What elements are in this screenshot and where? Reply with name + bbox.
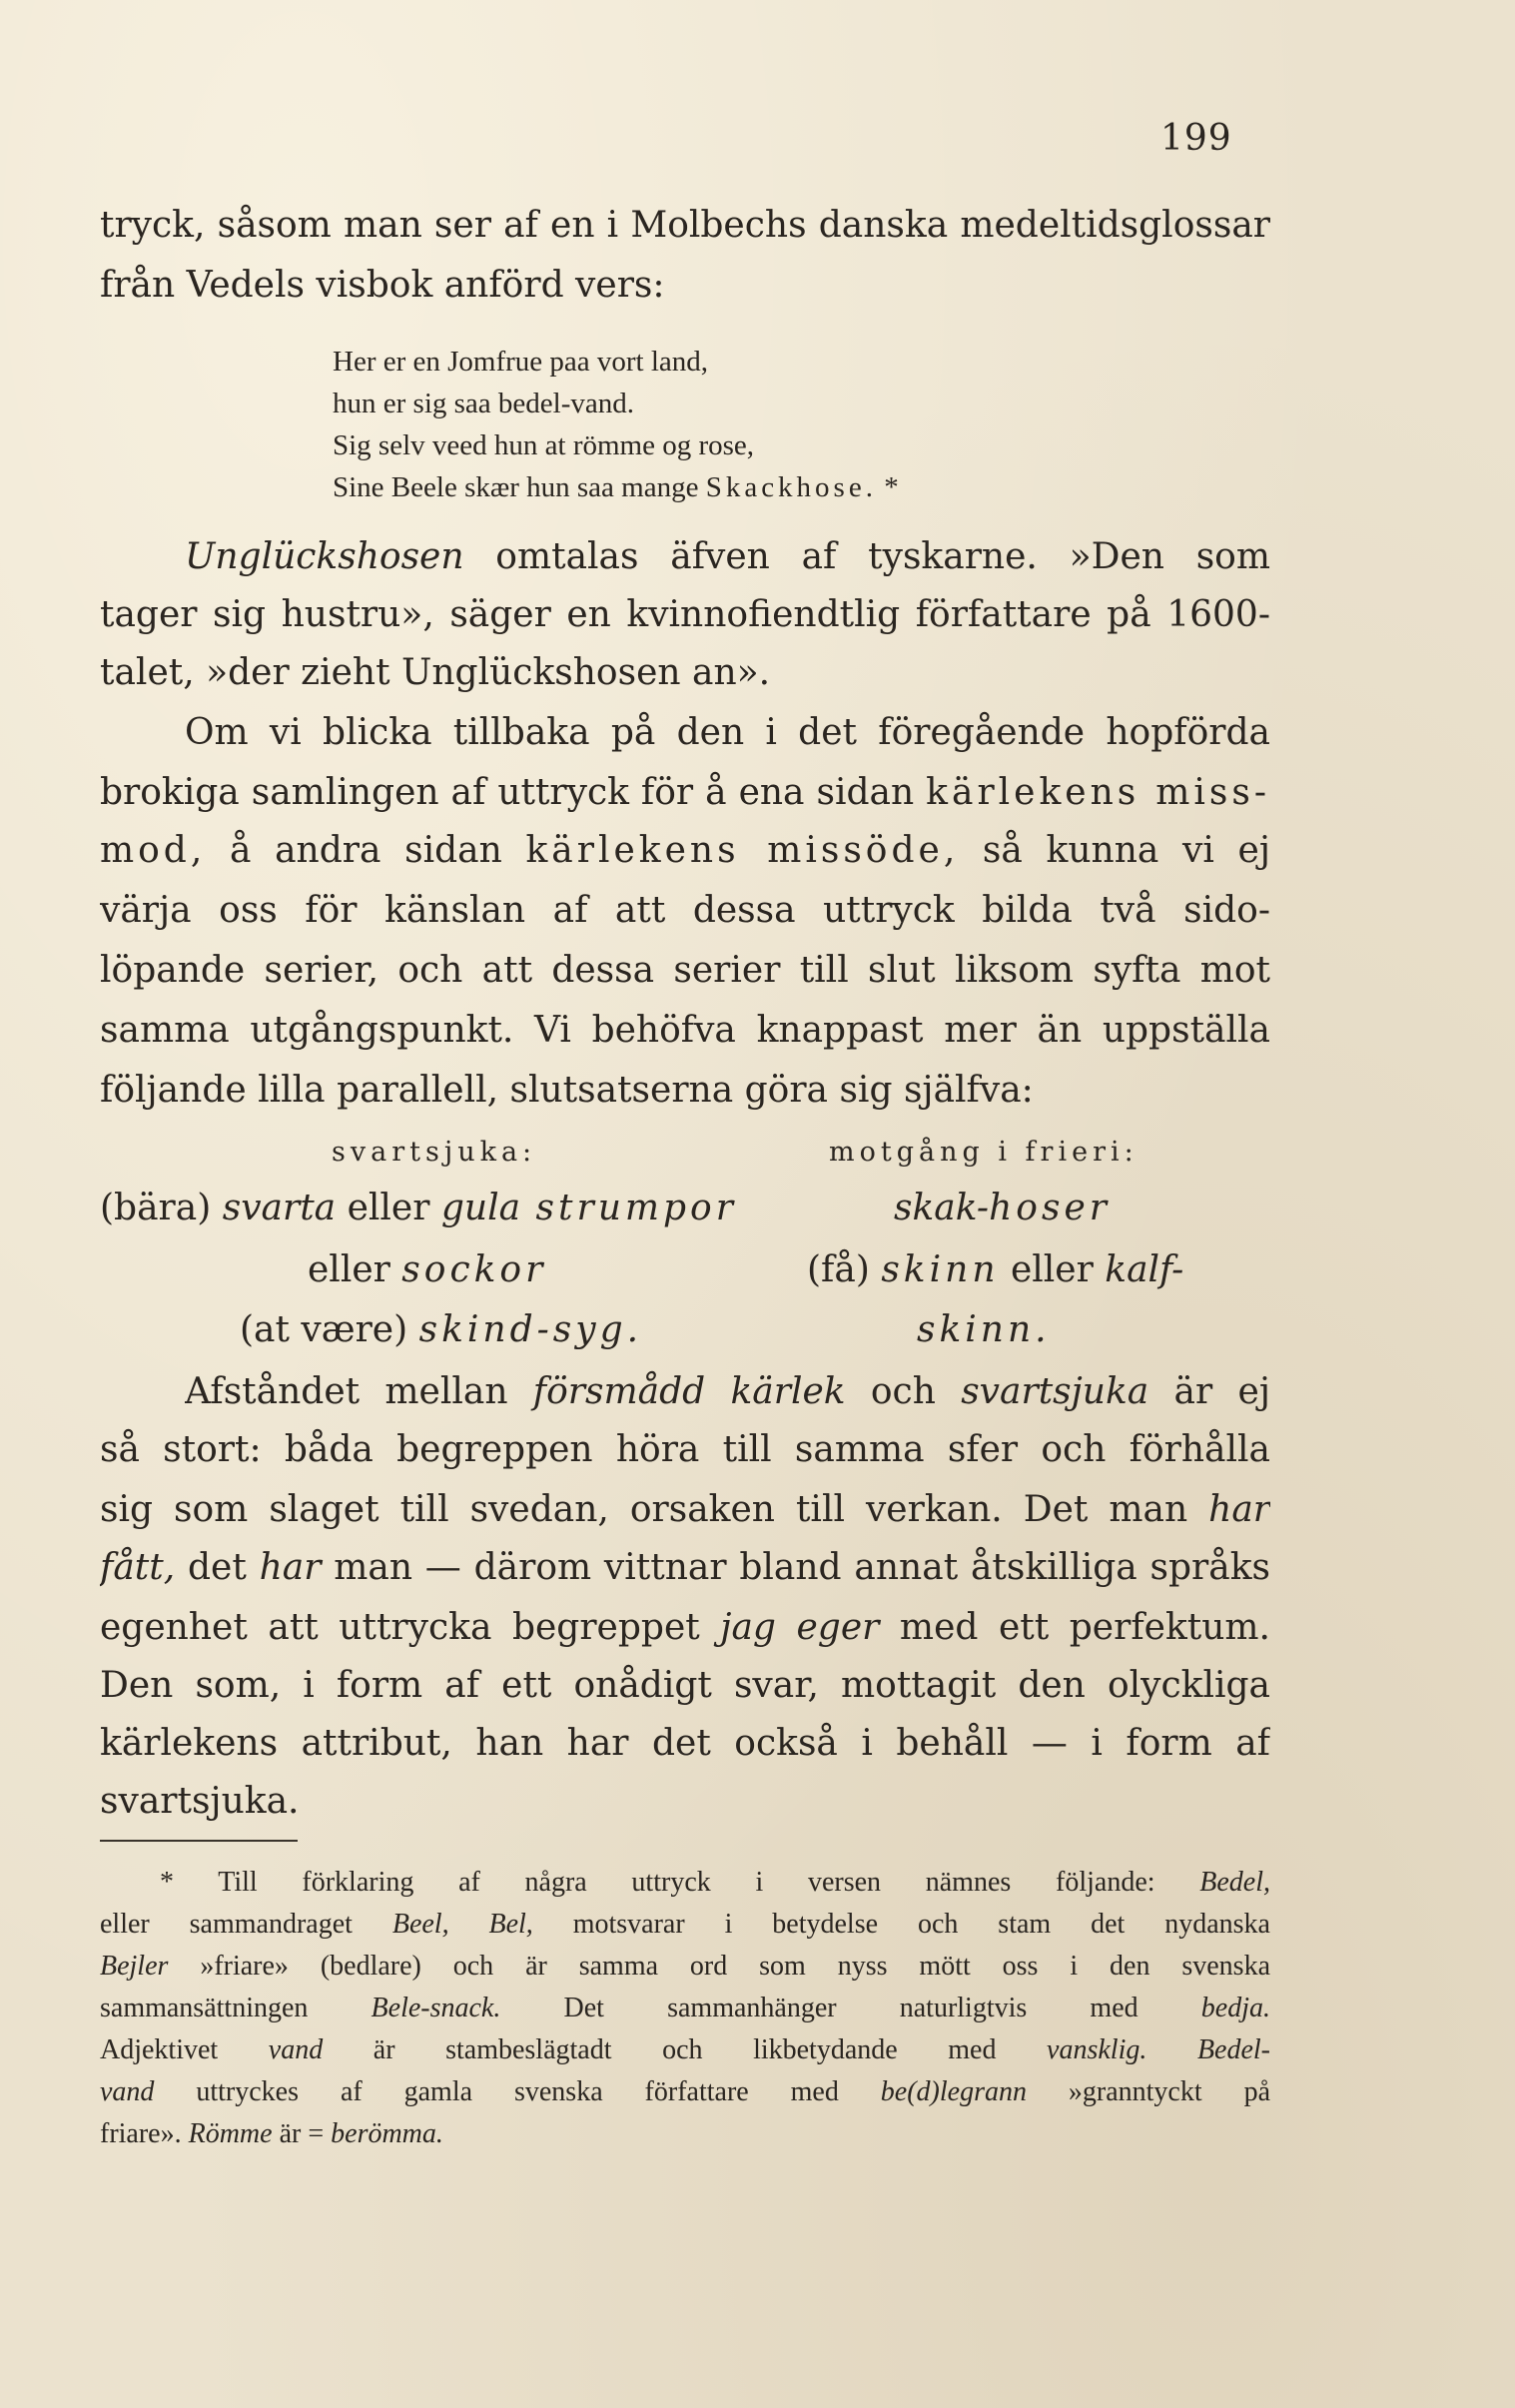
italic-term: jag eger [720,1607,880,1648]
footnote-line-2-text: eller sammandraget [100,1909,392,1940]
left-row-1-prefix: (bära) [100,1188,223,1228]
italic-term: vand [268,2034,324,2065]
para2-line-4: värja oss för känslan af att dessa uttryck bilda två sido- [100,890,1270,931]
italic-term: be(d)legrann [880,2076,1027,2107]
left-row-1 [100,1187,737,1230]
left-row-2-prefix: eller [308,1249,402,1290]
para3-line-3-text: sig som slaget till svedan, orsaken till verkan. Det man [100,1489,1209,1530]
para3-line-1-mid: och [845,1371,962,1412]
spaced-italic-term: skinn. [917,1309,1051,1350]
right-row-3 [917,1308,1051,1352]
para3-line-1-text: Afståndet mellan [185,1371,533,1412]
footnote-line-2-tail: motsvarar i betydelse och stam det nydanska [532,1909,1270,1940]
italic-term: svartsjuka [961,1371,1149,1412]
right-row-2-mid: eller [999,1249,1106,1290]
left-row-2 [308,1248,546,1292]
italic-term: Bedel, [1199,1867,1270,1898]
para3-line-1-tail: är ej [1148,1371,1270,1412]
spaced-italic-term: strumpor [520,1188,737,1228]
para1-line-1-text: omtalas äfven af tyskarne. »Den som [463,536,1270,577]
left-row-3 [240,1308,642,1352]
intro-line-1: tryck, såsom man ser af en i Molbechs danska medeltidsglossar [100,205,1270,246]
italic-term: Unglückshosen [185,536,464,577]
para3-line-1 [185,1370,1270,1414]
para3-line-5-tail: med ett perfektum. [879,1607,1270,1648]
right-row-2-prefix: (få) [807,1249,882,1290]
para1-line-3: talet, »der zieht Unglückshosen an». [100,652,771,693]
para2-line-3-text: å andra sidan [206,830,526,871]
footnote-line-3 [100,1948,1270,1986]
verse-line-3: Sig selv veed hun at römme og rose, [333,429,755,461]
spaced-term: kärlekens miss- [926,772,1270,813]
italic-term: skak- [894,1188,990,1228]
para3-line-5 [100,1606,1270,1650]
footnote-line-1-text: * Till förklaring af några uttryck i versen nämnes följande: [160,1867,1200,1898]
italic-term: bedja. [1200,1993,1270,2023]
para2-line-5: löpande serier, och att dessa serier till slut liksom syfta mot [100,950,1270,991]
italic-term: har [1208,1489,1270,1530]
para2-line-3 [100,829,1270,873]
verse-line-4 [333,467,899,507]
footnote-line-6-mid: uttryckes af gamla svenska författare med [154,2076,881,2107]
italic-term: svarta [222,1188,337,1228]
left-row-3-prefix: (at være) [240,1309,419,1350]
footnote-line-3-tail: »friare» (bedlare) och är samma ord som nyss mött oss i den svenska [168,1951,1270,1982]
footnote-line-5-space [1146,2034,1197,2065]
para3-line-4-mid: det [175,1547,260,1588]
right-row-2 [807,1248,1183,1292]
italic-term: vand [100,2076,155,2107]
italic-term: Bele-snack. [371,1993,501,2023]
footnote-line-6 [100,2073,1270,2111]
italic-term: kalf- [1105,1249,1184,1290]
para3-line-4 [100,1546,1270,1590]
para1-line-1 [185,535,1270,579]
footnote-divider [100,1840,298,1842]
footnote-line-5-mid: är stambeslägtadt och likbetydande med [323,2034,1048,2065]
footnote-line-7 [100,2115,1270,2153]
footnote-line-4-mid: Det sammanhänger naturligtvis med [500,1993,1201,2023]
para3-line-5-text: egenhet att uttrycka begreppet [100,1607,721,1648]
spaced-term: kärlekens missöde, [525,830,960,871]
footnote-line-4 [100,1990,1270,2027]
italic-term: Bedel- [1196,2034,1270,2065]
para2-line-6: samma utgångspunkt. Vi behöfva knappast mer än uppställa [100,1010,1270,1051]
page-number: 199 [1160,118,1232,159]
footnote-line-7-text: friare». [100,2118,189,2149]
footnote-line-2 [100,1906,1270,1944]
verse-line-1: Her er en Jomfrue paa vort land, [333,346,709,378]
italic-term: Bejler [100,1951,169,1982]
para3-line-2: så stort: båda begreppen höra till samma sfer och förhålla [100,1429,1270,1470]
para2-line-1: Om vi blicka tillbaka på den i det föregående hopförda [185,712,1270,753]
spaced-italic-term: hoser [989,1188,1111,1228]
spaced-term: mod, [100,830,207,871]
italic-term: Beel, Bel, [391,1909,533,1940]
intro-line-2: från Vedels visbok anförd vers: [100,265,665,306]
footnote-line-1 [160,1864,1270,1902]
italic-term: berömma. [331,2118,443,2149]
para3-line-3 [100,1488,1270,1532]
spaced-italic-term: skinn [881,1249,1000,1290]
footnote-line-6-tail: »granntyckt på [1026,2076,1271,2107]
para3-line-6: Den som, i form af ett onådigt svar, mottagit den olyckliga [100,1665,1270,1706]
left-row-1-mid: eller [336,1188,441,1228]
italic-term: har [259,1547,322,1588]
para2-line-2-text: brokiga samlingen af uttryck för å ena sidan [100,772,927,813]
column-heading-right: motgång i frieri: [829,1137,1138,1168]
para2-line-7: följande lilla parallell, slutsatserna göra sig själfva: [100,1070,1034,1111]
footnote-line-4-text: sammansättningen [100,1993,372,2023]
spaced-italic-term: sockor [401,1249,547,1290]
footnote-line-7-mid: är = [272,2118,332,2149]
italic-term: försmådd kärlek [532,1371,846,1412]
para2-line-2 [100,771,1270,815]
para2-line-3-tail: så kunna vi ej [959,830,1270,871]
footnote-line-5 [100,2031,1270,2069]
footnote-line-5-text: Adjektivet [100,2034,269,2065]
footnote-marker: * [876,471,899,503]
para3-line-4-tail: man — därom vittnar bland annat åtskilliga språks [321,1547,1270,1588]
spaced-italic-term: skind-syg. [418,1309,643,1350]
italic-term: gula [440,1188,521,1228]
verse-line-4-text: Sine Beele skær hun saa mange [333,471,706,503]
para1-line-2: tager sig hustru», säger en kvinnofiendtlig författare på 1600- [100,594,1270,635]
para3-line-7: kärlekens attribut, han har det också i behåll — i form af [100,1723,1270,1764]
right-row-1 [894,1187,1111,1230]
italic-term: vansklig. [1047,2034,1147,2065]
column-heading-left: svartsjuka: [332,1137,537,1168]
italic-term: Römme [188,2118,273,2149]
verse-line-2: hun er sig saa bedel-vand. [333,388,634,419]
verse-spaced-word: Skackhose. [705,471,877,503]
italic-term: fått, [100,1547,176,1588]
para3-line-8: svartsjuka. [100,1781,300,1822]
